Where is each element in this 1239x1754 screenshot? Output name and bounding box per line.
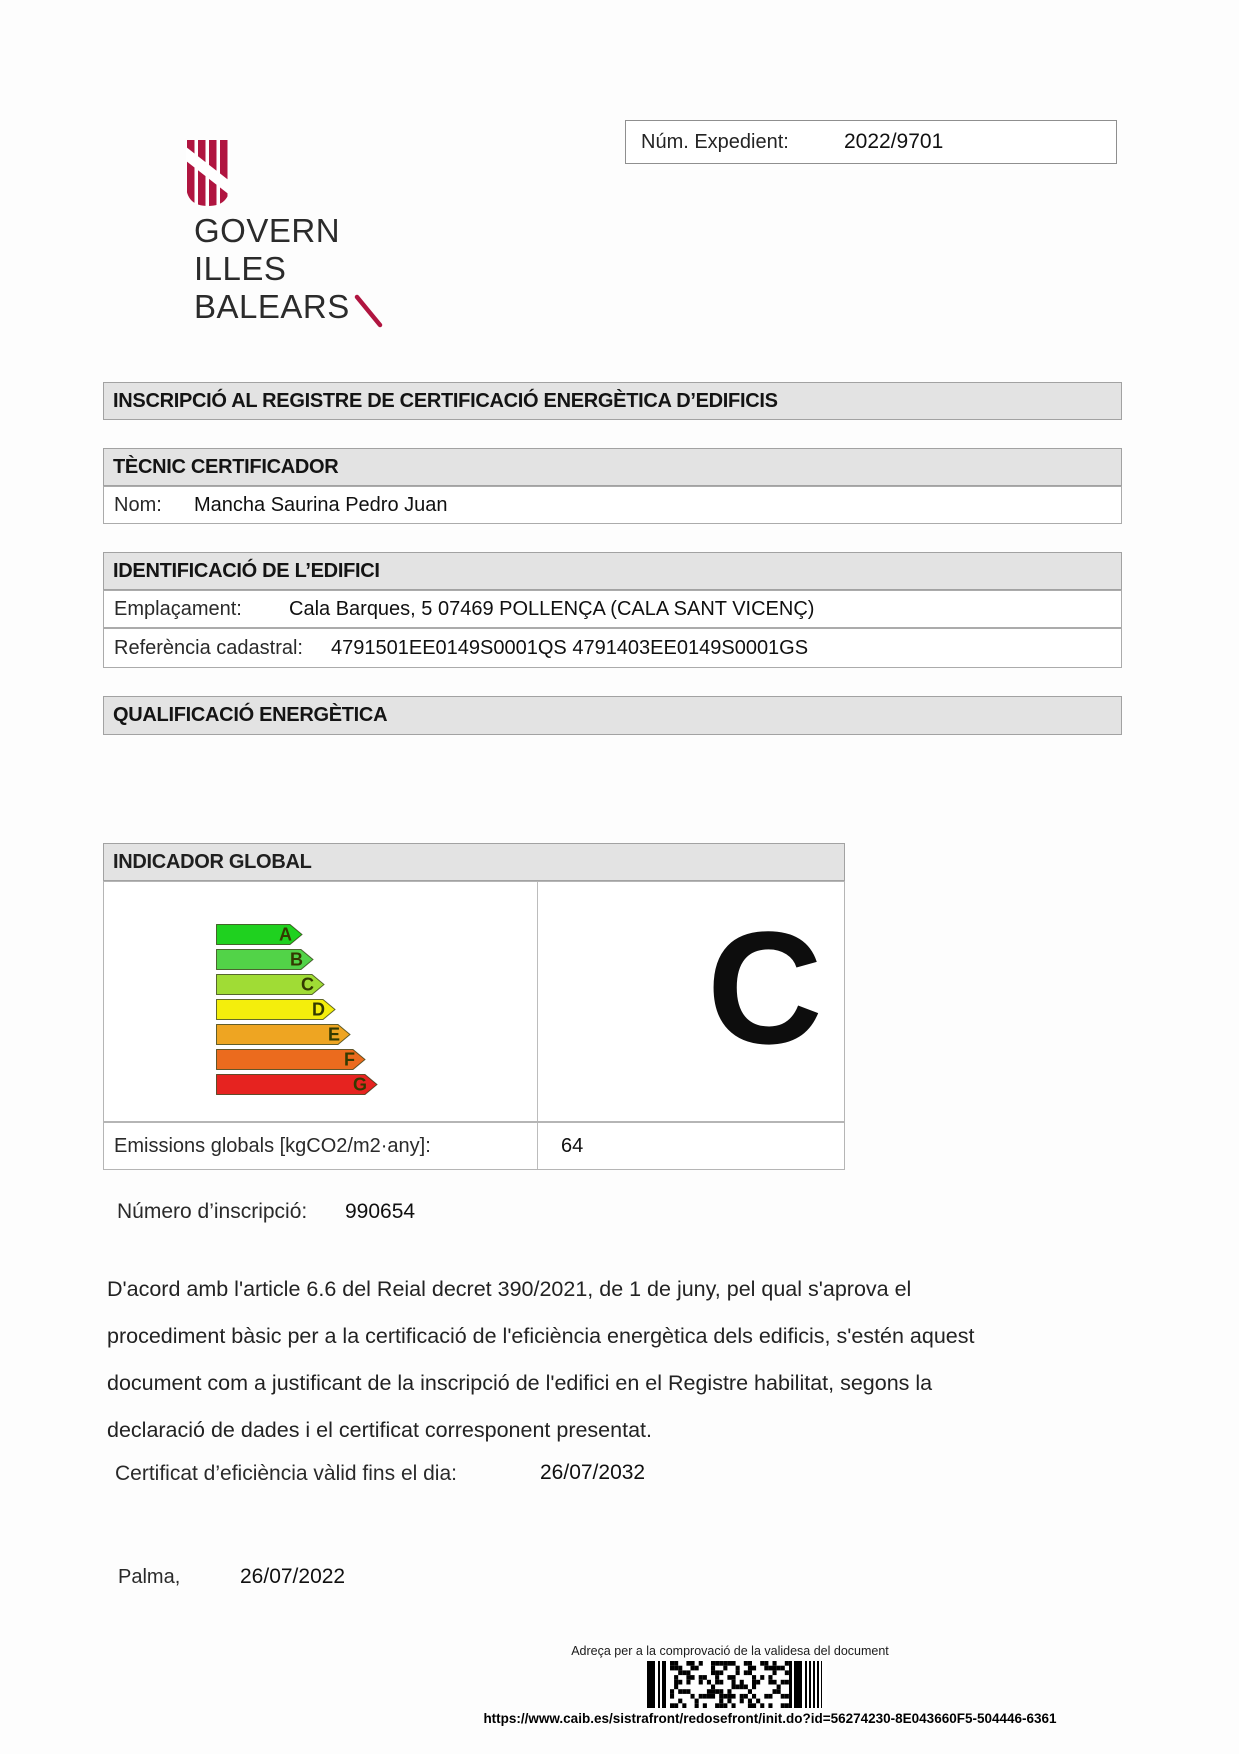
- indicador-table: [103, 881, 845, 1122]
- govern-shield-logo-icon: [186, 140, 230, 206]
- expedient-label: Núm. Expedient:: [641, 130, 789, 153]
- emissions-value: 64: [561, 1134, 584, 1157]
- cadastral-row: [103, 628, 1122, 668]
- emissions-row: [103, 1122, 845, 1170]
- nom-value: Mancha Saurina Pedro Juan: [194, 493, 448, 516]
- nom-row: [103, 486, 1122, 524]
- logo-line-balears: BALEARS: [194, 288, 350, 325]
- expedient-value: 2022/9701: [844, 130, 944, 153]
- edifici-title: IDENTIFICACIÓ DE L’EDIFICI: [113, 559, 380, 582]
- svg-text:E: E: [327, 1024, 340, 1045]
- section-bar-edifici: [103, 552, 1122, 590]
- svg-text:C: C: [301, 974, 314, 995]
- qualificacio-title: QUALIFICACIÓ ENERGÈTICA: [113, 704, 388, 726]
- section-bar-indicador: [103, 843, 845, 881]
- energy-scale: [216, 924, 378, 1099]
- svg-text:A: A: [279, 924, 292, 945]
- section-bar-inscripcio: [103, 382, 1122, 420]
- verification-label: Adreça per a la comprovació de la validesa del document: [571, 1644, 889, 1658]
- emplacament-row: [103, 590, 1122, 628]
- table-divider: [537, 1123, 538, 1169]
- svg-text:D: D: [312, 999, 325, 1020]
- nom-label: Nom:: [114, 493, 162, 516]
- energy-arrow-A: [216, 924, 303, 945]
- logo-line-illes: ILLES: [194, 250, 287, 287]
- energy-arrow-E: [216, 1024, 351, 1045]
- section-bar-qualificacio: [103, 696, 1122, 735]
- svg-text:F: F: [344, 1049, 355, 1070]
- govern-logo-wordmark: [194, 212, 384, 326]
- cadastral-value: 4791501EE0149S0001QS 4791403EE0149S0001GS: [331, 636, 809, 659]
- emplacament-label: Emplaçament:: [114, 597, 242, 620]
- cadastral-label: Referència cadastral:: [114, 636, 303, 659]
- energy-arrow-C: [216, 974, 325, 995]
- inscription-value: 990654: [345, 1200, 416, 1223]
- energy-arrow-D: [216, 999, 336, 1020]
- section-bar-tecnic: [103, 448, 1122, 486]
- svg-text:B: B: [290, 949, 303, 970]
- legal-paragraph: D'acord amb l'article 6.6 del Reial decret 390/2021, de 1 de juny, pel qual s'aprova el procediment bàsic per a la certificació de l'eficiència energètica dels edificis, s'estén aquest document com a justificant de la inscripció de l'edifici en el Registre habilitat, segons la declaració de dades i el certificat corresponent presentat.: [107, 1277, 975, 1442]
- inscription-label: Número d’inscripció:: [117, 1200, 308, 1223]
- emissions-label: Emissions globals [kgCO2/m2·any]:: [114, 1134, 431, 1157]
- tecnic-title: TÈCNIC CERTIFICADOR: [113, 455, 339, 478]
- emplacament-value: Cala Barques, 5 07469 POLLENÇA (CALA SANT VICENÇ): [289, 597, 815, 620]
- signature-date: 26/07/2022: [240, 1565, 346, 1588]
- signature-place: Palma,: [118, 1566, 181, 1588]
- svg-text:G: G: [352, 1074, 367, 1095]
- logo-slash-icon: [354, 294, 384, 328]
- validity-value: 26/07/2032: [540, 1461, 646, 1484]
- table-divider: [537, 882, 538, 1121]
- validity-label: Certificat d’eficiència vàlid fins el dia:: [115, 1462, 457, 1485]
- verification-url[interactable]: https://www.caib.es/sistrafront/redosefront/init.do?id=56274230-8E043660F5-504446-6361: [483, 1711, 1057, 1726]
- main-title: INSCRIPCIÓ AL REGISTRE DE CERTIFICACIÓ ENERGÈTICA D’EDIFICIS: [113, 389, 778, 412]
- energy-arrow-G: [216, 1074, 378, 1095]
- barcode: [647, 1661, 827, 1708]
- logo-line-govern: GOVERN: [194, 212, 341, 249]
- energy-arrow-F: [216, 1049, 366, 1070]
- indicador-title: INDICADOR GLOBAL: [113, 850, 312, 873]
- expedient-box: [625, 120, 1117, 164]
- energy-arrow-B: [216, 949, 314, 970]
- energy-rating-letter: C: [707, 898, 823, 1077]
